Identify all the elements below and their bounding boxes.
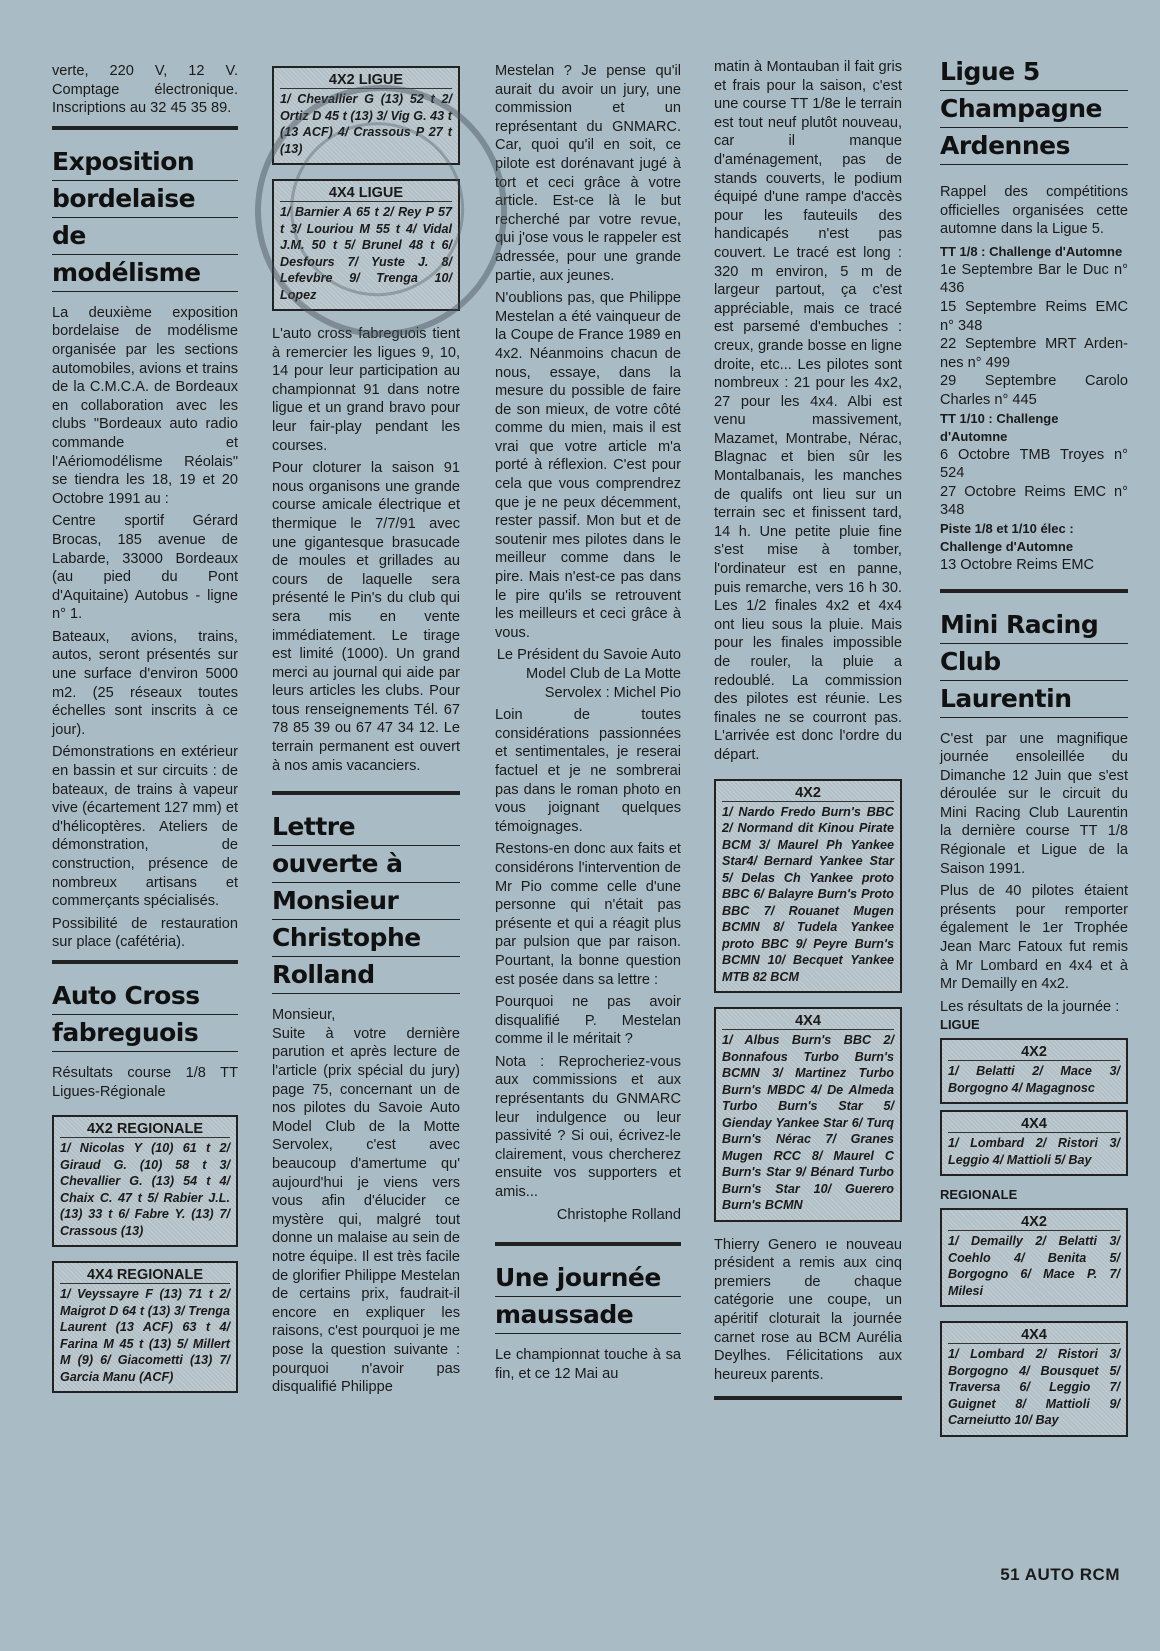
- reply-para: Pourquoi ne pas avoir disqualifié P. Mestelan comme il le méritait ?: [495, 994, 681, 1048]
- journee-para: Thierry Genero ıe nouveau président a remis aux cinq premiers de chaque catégorie une coupe, un apéritif cloturait la journée carnet rose au BCM Aurélia Deylhes. Félicitations aux heureux parents.: [714, 1236, 902, 1383]
- results-box-body: 1/ Demailly 2/ Belatti 3/ Coehlo 4/ Benita 5/ Borgogno 6/ Mace P. 7/ Milesi: [948, 1234, 1120, 1298]
- tt18-label: TT 1/8 : Challenge d'Automne: [940, 243, 1123, 259]
- event-item: 27 Octobre Reims EMC n° 348: [940, 483, 1128, 519]
- journee-para: matin à Montauban il fait gris et frais pour la saison, c'est une course TT 1/8e le terrain est tout neuf plutôt nouveau, car il manque d'aménagement, pas de stands couverts, le podium équipé d'une rampe d'accès pour les fauteuils des handicapés n'est pas couvert. Le tracé est long : 320 m environ, 5 m de largeur partout, ça c'est appréciable, mais ce tracé est parsemé d'embuches : creux, grande bosse en ligne droite, etc... Les pilotes sont nombreux : 21 pour les 4x2, 27 pour les 4x4. Albi est venu massivement, Mazamet, Montrabe, Nérac, Blagnac et bien sûr les Montalbanais, les manches de qualifs ont lieu sur un terrain sec et finissent tard, 14 h. Une petite pluie fine s'est mise à tomber, l'ordinateur est en panne, puis remarche, vers 16 h 30. Les 1/2 finales 4x2 et 4x4 ont lieu sous la pluie. Mais pour les finales impossible de rouler, la pluie a redoublé. La commission des pilotes est réunie. Les finales ne se courront pas. L'arrivée est donc l'ordre du départ.: [714, 59, 902, 763]
- divider: [714, 1396, 902, 1400]
- results-box: [714, 1007, 902, 1222]
- results-box: [714, 779, 902, 994]
- results-box: [52, 1261, 238, 1393]
- event-item: 6 Octobre TMB Troyes n° 524: [940, 446, 1128, 482]
- divider: [52, 126, 238, 130]
- results-box-body: 1/ Lombard 2/ Ristori 3/ Leggio 4/ Mattioli 5/ Bay: [948, 1136, 1120, 1167]
- expo-para: La deuxième exposition bordelaise de modélisme organisée par les sections automobiles, avions et trains de la C.M.C.A. de Bordeaux en collaboration avec les clubs "Bordeaux auto radio commande et l'Aériomodélisme Réolais" se tiendra les 18, 19 et 20 Octobre 1991 au :: [52, 304, 238, 507]
- expo-para: Possibilité de restauration sur place (cafétéria).: [52, 915, 238, 951]
- article-para: L'auto cross fabreguois tient à remercier les ligues 9, 10, 14 pour leur participation au championnat 91 dans notre ligue et un grand bravo pour leur fair-play pendant les courses.: [272, 326, 460, 454]
- results-box-title: 4X2: [948, 1214, 1120, 1231]
- results-box-title: 4X4: [948, 1327, 1120, 1344]
- piste-label: Piste 1/8 et 1/10 élec : Challenge d'Automne: [940, 520, 1074, 554]
- results-box-body: 1/ Belatti 2/ Mace 3/ Borgogno 4/ Magagnosc: [948, 1064, 1120, 1095]
- results-box: [940, 1038, 1128, 1104]
- expo-para: Centre sportif Gérard Brocas, 185 avenue de Labarde, 33000 Bordeaux (au pied du Pont d'Aquitaine) Autobus - ligne n° 1.: [52, 513, 238, 623]
- expo-para: Démonstrations en extérieur en bassin et sur circuits : de bateaux, de trains à vapeur vive (écartement 127 mm) et d'hélicoptères. Ateliers de démonstration, de construction, présence de nombreux artisans et commerçants spécialisés.: [52, 744, 238, 910]
- mini-para: Plus de 40 pilotes étaient présents pour remporter également le 1er Trophée Jean Marc Fatoux fut remis à Mr Lombard en 4x4 et à Mr Demailly en 4x2.: [940, 883, 1128, 993]
- divider: [495, 1242, 681, 1246]
- ligue-label: LIGUE: [940, 1017, 980, 1033]
- column-5: [940, 54, 1128, 1437]
- regionale-label: REGIONALE: [940, 1187, 1018, 1203]
- results-box-body: 1/ Nardo Fredo Burn's BBC 2/ Normand dit Kinou Pirate BCM 3/ Maurel Ph Yankee Star4/ Bernard Yankee Star 5/ Delas Ch Yankee proto BBC 6/ Balayre Burn's Proto BBC 7/ Rouanet Mugen BCMN 8/ Tudela Yankee proto BBC 9/ Peyre Burn's BCMN 10/ Becquet Yankee MTB 82 BCM: [722, 804, 894, 984]
- results-box: [940, 1208, 1128, 1307]
- reply-para: Restons-en donc aux faits et considérons l'intervention de Mr Pio comme celle d'une personne qui n'était pas présente et qui a réagit plus par pulsion que par raison. Pourtant, la bonne question est posée dans sa lettre :: [495, 841, 681, 988]
- page-footer: 51 AUTO RCM: [1000, 1565, 1120, 1584]
- auto-cross-intro: Résultats course 1/8 TT Ligues-Régionale: [52, 1064, 238, 1100]
- results-box-title: 4X4: [722, 1013, 894, 1030]
- journee-para: Le championnat touche à sa fin, et ce 12 Mai au: [495, 1347, 681, 1382]
- results-box: [272, 66, 460, 165]
- column-2: [272, 66, 460, 1401]
- results-box-body: 1/ Veyssayre F (13) 71 t 2/ Maigrot D 64 t (13) 3/ Trenga Laurent (13 ACF) 63 t 4/ Farina M 45 t (13) 5/ Millert M (9) 6/ Giacometti (13) 7/ Garcia Manu (ACF): [60, 1287, 230, 1384]
- signature: Christophe Rolland: [556, 1206, 681, 1223]
- column-1: [52, 62, 238, 1407]
- divider: [272, 791, 460, 795]
- results-box: [940, 1110, 1128, 1176]
- intro-text: verte, 220 V, 12 V. Comptage électronique. Inscriptions au 32 45 35 89.: [52, 63, 238, 117]
- expo-heading: Exposition bordelaise de modélisme: [52, 136, 238, 292]
- auto-cross-heading: Auto Cross fabreguois: [52, 970, 238, 1052]
- results-box-title: 4X2 LIGUE: [280, 72, 452, 89]
- results-box-title: 4X4: [948, 1116, 1120, 1133]
- results-box-title: 4X2: [948, 1044, 1120, 1061]
- results-box-title: 4X4 REGIONALE: [60, 1267, 230, 1284]
- results-box: [272, 179, 460, 311]
- letter-para: Monsieur,: [272, 1007, 336, 1024]
- signature: Le Président du Savoie Auto Model Club de La Motte Servolex : Michel Pio: [496, 647, 681, 701]
- event-item: 15 Septembre Reims EMC n° 348: [940, 298, 1128, 334]
- reply-para: Nota : Reprocheriez-vous aux commissions et aux représentants du GNMARC leur indulgence ou leur passivité ? Si oui, écrivez-le clairement, vous chercherez ensuite vos supporters et amis...: [495, 1053, 681, 1201]
- column-4: [714, 58, 902, 1400]
- event-item: 22 Septembre MRT Arden-nes n° 499: [940, 336, 1128, 371]
- results-box-title: 4X2: [722, 785, 894, 802]
- event-item: 1e Septembre Bar le Duc n° 436: [940, 261, 1128, 297]
- letter-para: Mestelan ? Je pense qu'il aurait du avoir un jury, une commission et un représentant du GNMARC. Car, quoi qu'il en soit, ce pilote est dorénavant jugé à tort et ceci grâce à votre article. Est-ce là le but recherché par votre revue, qui j'ose vous le rappeler est adressée, pour une grande partie, aux jeunes.: [495, 63, 681, 284]
- results-box-title: 4X2 REGIONALE: [60, 1121, 230, 1138]
- divider: [52, 960, 238, 964]
- results-box-body: 1/ Nicolas Y (10) 61 t 2/ Giraud G. (10) 58 t 3/ Chevallier G. (13) 54 t 4/ Chaix C. 47 t 5/ Rabier J.L.(13) 33 t 6/ Fabre Y. (13) 7/ Crassous (13): [60, 1141, 230, 1238]
- mini-racing-heading: Mini Racing Club Laurentin: [940, 599, 1128, 718]
- ligue5-heading: Ligue 5 Champagne Ardennes: [940, 54, 1128, 165]
- letter-para: N'oublions pas, que Philippe Mestelan a été vainqueur de la Coupe de France 1989 en 4x2. Néanmoins chacun de nous, essaye, dans la mesure du possible de faire de son mieux, de votre côté comme du mien, mais il est vrai que votre article m'a porté à réflexion. C'est pour cela que vous comprendrez que je ne peux décemment, rester passif. Mon but et de soutenir mes pilotes dans le meilleur comme dans le pire. Mais n'est-ce pas dans le pire qu'ils se retrouvent les meilleurs et ceci grâce à vous.: [495, 290, 681, 641]
- reply-para: Loin de toutes considérations passionnées et sentimentales, je reserai factuel et je ne sombrerai pas dans le roman photo en vous joignant quelques témoignages.: [495, 707, 681, 835]
- results-box: [52, 1115, 238, 1247]
- article-para: Pour cloturer la saison 91 nous organisons une grande course amicale électrique et thermique le 7/7/91 avec une gigantesque brasucade de moules et grillades au cours de laquelle sera présenté le Pin's du club qui sera mis en vente immédiatement. Le tirage est limité (1000). Un grand merci au journal qui aide par leurs articles les clubs. Pour tous renseignements Tél. 67 78 85 39 ou 67 47 34 12. Le terrain permanent est ouvert à nos amis vacanciers.: [272, 460, 460, 774]
- tt110-label: TT 1/10 : Challenge d'Automne: [940, 410, 1059, 444]
- mini-para: Les résultats de la journée :: [940, 998, 1120, 1015]
- column-3: [495, 62, 681, 1387]
- results-box-title: 4X4 LIGUE: [280, 185, 452, 202]
- rappel-para: Rappel des compétitions officielles organisées cette automne dans la Ligue 5.: [940, 184, 1128, 238]
- event-item: 29 Septembre Carolo Charles n° 445: [940, 373, 1128, 408]
- results-box-body: 1/ Chevallier G (13) 52 t 2/ Ortiz D 45 t (13) 3/ Vig G. 43 t (13 ACF) 4/ Crassous P 27 t (13): [280, 92, 452, 156]
- results-box-body: 1/ Barnier A 65 t 2/ Rey P 57 t 3/ Louriou M 55 t 4/ Vidal J.M. 50 t 5/ Brunel 48 t 6/ Desfours 7/ Yuste J. 8/ Lefevbre 9/ Trenga 10/ Lopez: [280, 205, 452, 302]
- divider: [940, 589, 1128, 593]
- results-box: [940, 1321, 1128, 1437]
- event-item: 13 Octobre Reims EMC: [940, 556, 1095, 573]
- letter-para: Suite à votre dernière parution et après lecture de l'article (prix spécial du jury) page 75, concernant un de nos pilotes du Savoie Auto Model Club de la Motte Servolex, c'est avec beaucoup d'amertume qu' aujourd'hui je viens vers vous afin d'élucider ce mystère qui, malgré tout donne un malaise au sein de notre équipe. Il est très facile de glorifier Philippe Mestelan de certains prix, faudrait-il encore en expliquer les raisons, c'est pourquoi je me pose la question suivante : pourquoi n'avoir pas disqualifié Philippe: [272, 1025, 460, 1396]
- mini-para: C'est par une magnifique journée ensoleillée du Dimanche 12 Juin que s'est déroulée sur le circuit du Mini Racing Club Laurentin la dernière course TT 1/8 Régionale et Ligue de la Saison 1991.: [940, 730, 1128, 877]
- letter-heading: Lettre ouverte à Monsieur Christophe Rolland: [272, 801, 460, 994]
- expo-para: Bateaux, avions, trains, autos, seront présentés sur une surface d'environ 5000 m2. (25 réseaux toutes échelles sont inscrits à ce jour).: [52, 628, 238, 738]
- results-box-body: 1/ Albus Burn's BBC 2/ Bonnafous Turbo Burn's BCMN 3/ Martinez Turbo Burn's MBDC 4/ De Almeda Turbo Burn's Star 5/ Gienday Yankee Star 6/ Turq Burn's Nérac 7/ Granes Mugen RCC 8/ Maurel C Burn's Star 9/ Bénard Turbo Burn's Star 10/ Guerero Burn's BCMN: [722, 1033, 894, 1213]
- results-box-body: 1/ Lombard 2/ Ristori 3/ Borgogno 4/ Bousquet 5/ Traversa 6/ Leggio 7/ Guignet 8/ Mattioli 9/ Carneiutto 10/ Bay: [948, 1347, 1120, 1428]
- journee-heading: Une journée maussade: [495, 1252, 681, 1334]
